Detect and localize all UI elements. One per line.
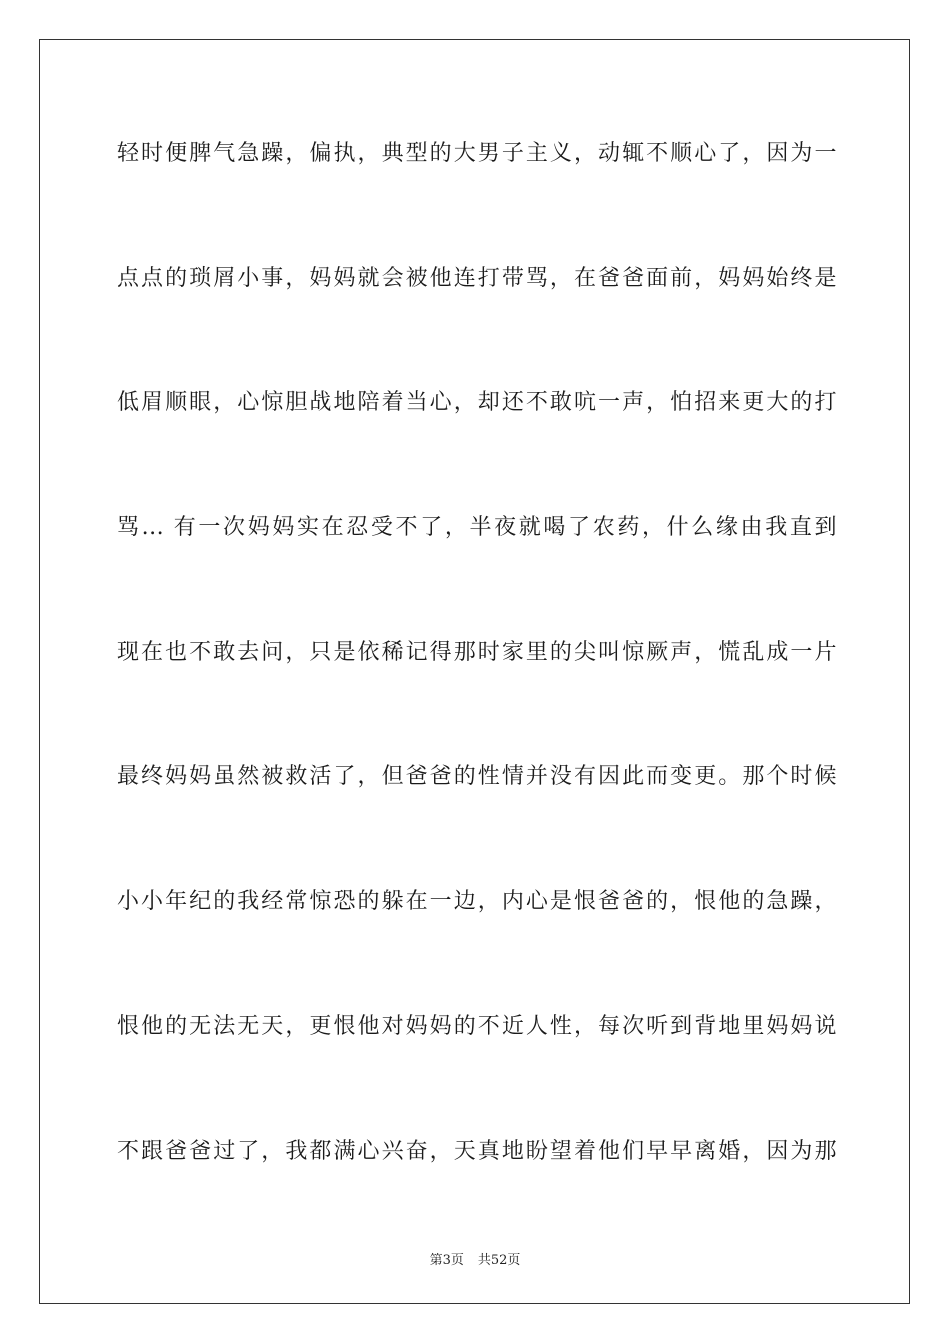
text-line-3: 低眉顺眼，心惊胆战地陪着当心，却还不敢吭一声，怕招来更大的打 [117, 390, 837, 416]
text-line-4: 骂... 有一次妈妈实在忍受不了，半夜就喝了农药，什么缘由我直到 [117, 515, 837, 541]
text-line-6: 最终妈妈虽然被救活了，但爸爸的性情并没有因此而变更。那个时候 [117, 764, 837, 790]
text-line-9: 不跟爸爸过了，我都满心兴奋，天真地盼望着他们早早离婚，因为那 [117, 1138, 837, 1164]
text-line-7: 小小年纪的我经常惊恐的躲在一边，内心是恨爸爸的，恨他的急躁， [117, 889, 837, 915]
text-line-2: 点点的琐屑小事，妈妈就会被他连打带骂，在爸爸面前，妈妈始终是 [117, 265, 837, 291]
page-number: 第3页 [429, 1253, 464, 1268]
total-pages: 共52页 [477, 1253, 521, 1268]
text-line-5: 现在也不敢去问，只是依稀记得那时家里的尖叫惊厥声，慌乱成一片 [117, 639, 837, 665]
text-line-8: 恨他的无法无天，更恨他对妈妈的不近人性，每次听到背地里妈妈说 [117, 1013, 837, 1039]
text-line-1: 轻时便脾气急躁，偏执，典型的大男子主义，动辄不顺心了，因为一 [117, 141, 837, 166]
page-footer [0, 1249, 950, 1268]
body-text [117, 137, 837, 1259]
